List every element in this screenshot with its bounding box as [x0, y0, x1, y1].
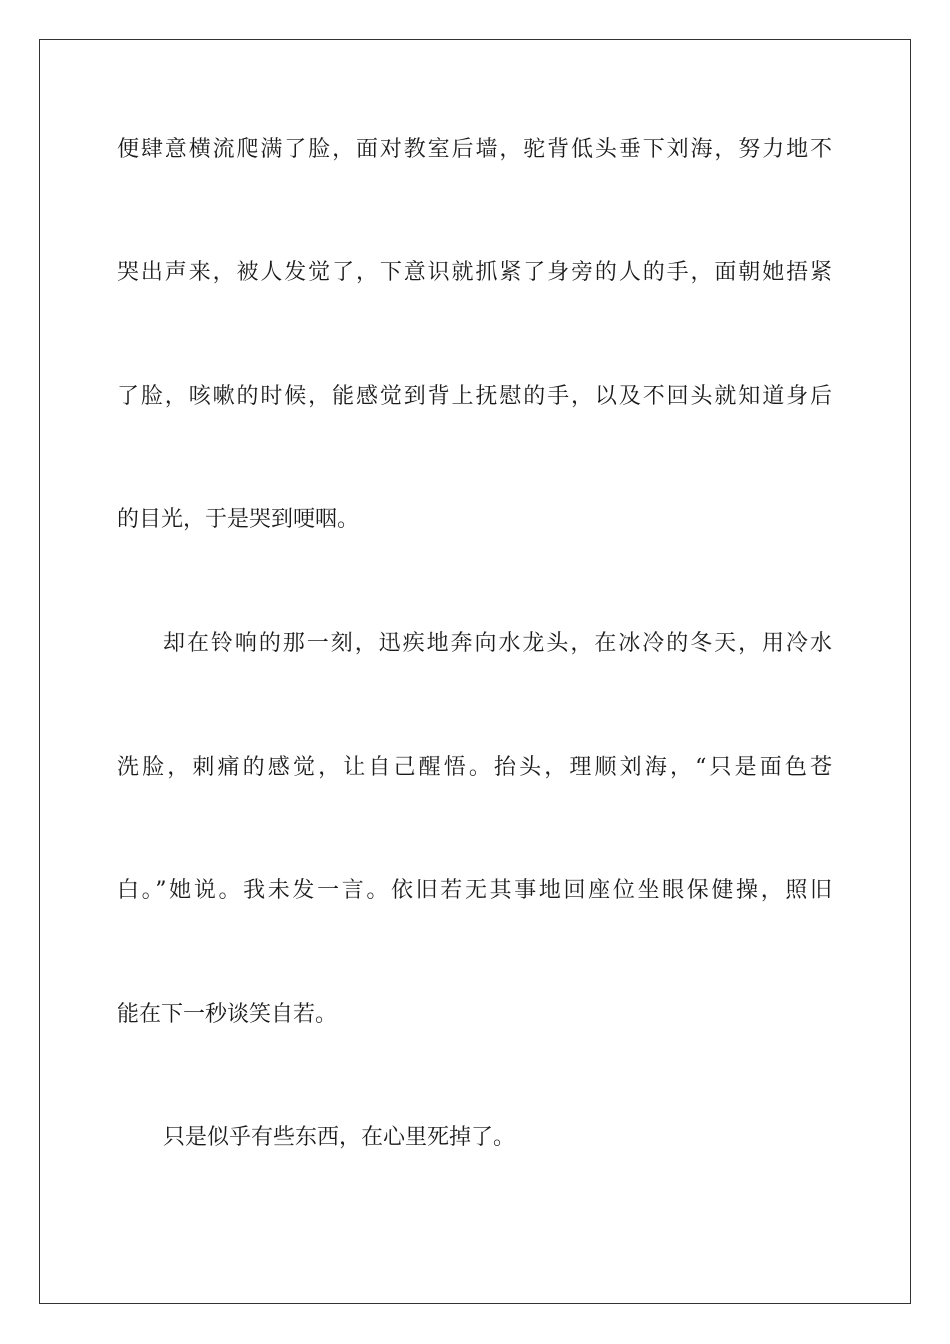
text-line: 白。”她说。我未发一言。依旧若无其事地回座位坐眼保健操，照旧	[117, 878, 832, 903]
text-line: 只是似乎有些东西，在心里死掉了。	[163, 1125, 516, 1150]
text-line: 便肆意横流爬满了脸，面对教室后墙，驼背低头垂下刘海，努力地不	[117, 137, 832, 162]
text-line: 的目光，于是哭到哽咽。	[117, 507, 360, 532]
text-line: 了脸，咳嗽的时候，能感觉到背上抚慰的手，以及不回头就知道身后	[117, 384, 832, 409]
text-line: 哭出声来，被人发觉了，下意识就抓紧了身旁的人的手，面朝她捂紧	[117, 260, 832, 285]
page-border	[39, 39, 911, 1304]
text-line: 能在下一秒谈笑自若。	[117, 1002, 338, 1027]
text-line: 却在铃响的那一刻，迅疾地奔向水龙头，在冰冷的冬天，用冷水	[163, 631, 832, 656]
text-line: 洗脸，刺痛的感觉，让自己醒悟。抬头，理顺刘海，“只是面色苍	[117, 755, 832, 780]
